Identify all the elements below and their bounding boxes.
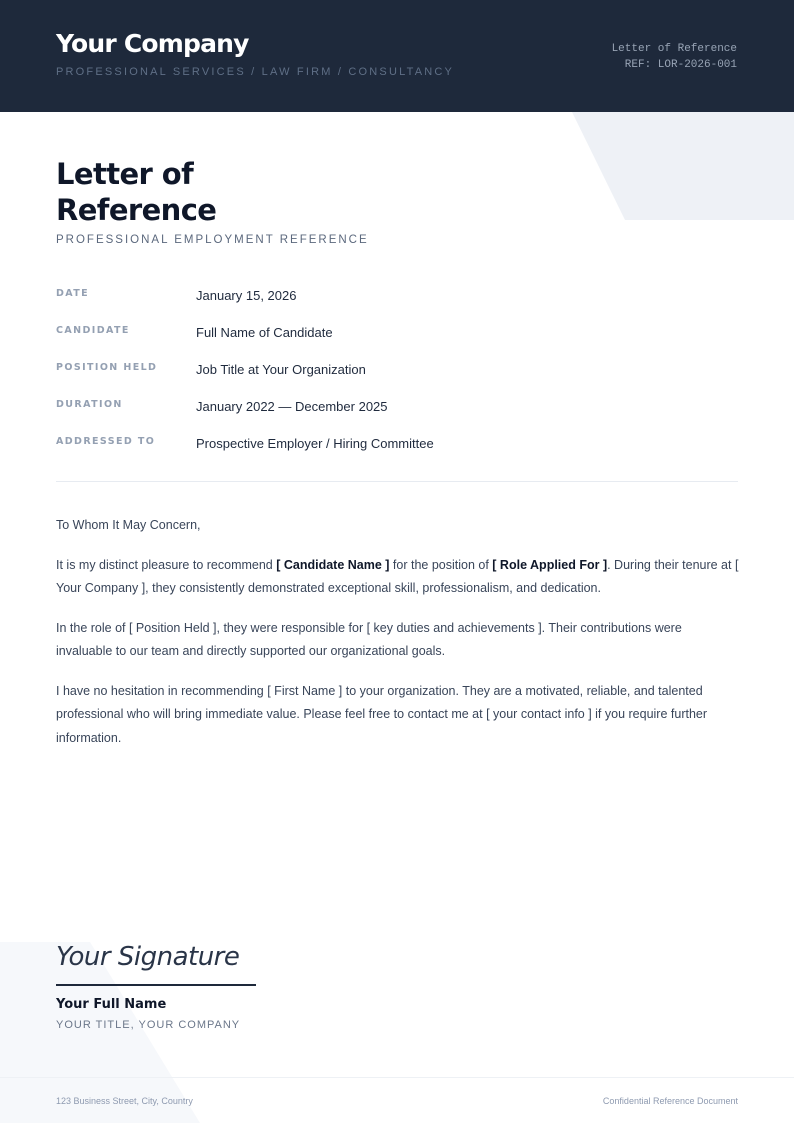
detail-row-candidate — [56, 321, 738, 358]
detail-value: January 15, 2026 — [196, 288, 297, 303]
detail-value: Full Name of Candidate — [196, 325, 333, 340]
company-name: Your Company — [56, 29, 249, 58]
detail-label: ADDRESSED TO — [56, 436, 156, 447]
document-title — [56, 156, 356, 228]
document-type: Letter of Reference — [611, 43, 737, 55]
section-divider — [56, 481, 738, 482]
letter-paragraph-3: I have no hesitation in recommending [ First Name ] to your organization. They are a motivated, reliable, and talented professional who will bring immediate value. Please feel free to contact me at [ your contact info ] if you require further information. — [56, 683, 708, 745]
detail-row-position — [56, 358, 738, 395]
footer-divider — [0, 1077, 794, 1078]
detail-row-duration — [56, 395, 738, 432]
company-tagline: PROFESSIONAL SERVICES / LAW FIRM / CONSULTANCY — [56, 66, 455, 78]
reference-number: REF: LOR-2026-001 — [624, 59, 737, 71]
signature-line — [56, 984, 256, 986]
document-subtitle: PROFESSIONAL EMPLOYMENT REFERENCE — [56, 234, 369, 246]
detail-value: Job Title at Your Organization — [196, 362, 366, 377]
detail-label: DATE — [56, 288, 90, 299]
footer-note: Confidential Reference Document — [602, 1096, 738, 1106]
detail-label: DURATION — [56, 399, 123, 410]
signature-script: Your Signature — [56, 942, 240, 972]
letter-greeting: To Whom It May Concern, — [56, 518, 201, 532]
footer-address: 123 Business Street, City, Country — [56, 1096, 193, 1106]
signer-name: Your Full Name — [56, 997, 167, 1012]
paragraph-text: It is my distinct pleasure to recommend — [56, 557, 277, 572]
letter-paragraph-1 — [56, 554, 740, 601]
role-placeholder: [ Role Applied For ] — [492, 557, 608, 572]
letter-paragraph-2: In the role of [ Position Held ], they were responsible for [ key duties and achievements ]. Their contributions were invaluable to our team and directly supported our organizational goals. — [56, 620, 682, 658]
title-line-2: Reference — [56, 193, 217, 227]
title-line-1: Letter of — [56, 157, 194, 191]
candidate-placeholder: [ Candidate Name ] — [276, 557, 390, 572]
signer-title: YOUR TITLE, YOUR COMPANY — [56, 1019, 241, 1031]
detail-label: POSITION HELD — [56, 362, 158, 373]
details-table — [56, 284, 738, 469]
detail-label: CANDIDATE — [56, 325, 130, 336]
detail-value: Prospective Employer / Hiring Committee — [196, 436, 434, 451]
detail-row-date — [56, 284, 738, 321]
paragraph-text: . During their tenure at [ Your Company ], they consistently demonstrated exceptional skill, professionalism, and dedication. — [56, 557, 739, 595]
letter-body — [56, 514, 740, 766]
detail-row-addressee — [56, 432, 738, 469]
detail-value: January 2022 — December 2025 — [196, 399, 388, 414]
paragraph-text: for the position of — [389, 557, 493, 572]
